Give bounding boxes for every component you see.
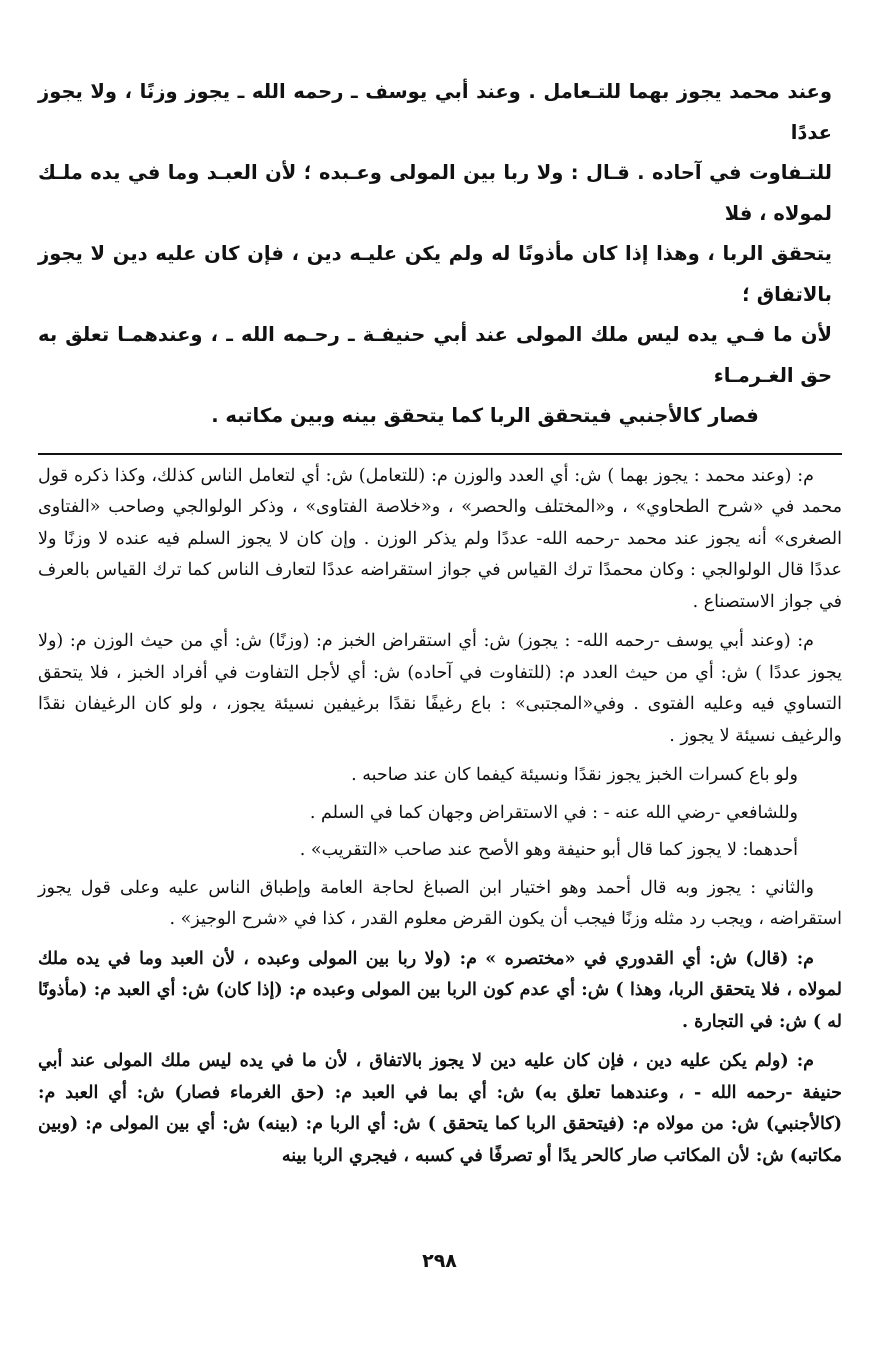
commentary-paragraph: م: (وعند محمد : يجوز بهما ) ش: أي العدد والوزن م: (للتعامل) ش: أي لتعامل الناس كذلك، وكذا ذكره قول محمد في «شرح الطحاوي» ، و«المختلف والحصر» ، و«خلاصة الفتاوى» ، وذكر الولوالجي وصاحب «الفتاوى الصغرى» أنه يجوز عند محمد -رحمه الله- عددًا ولم يذكر الوزن . وإن كان لا يجوز السلم فيه عنده لا وزنًا ولا عددًا قال الولوالجي : وكان محمدًا ترك القياس في جواز استقراضه عددًا لتعارف الناس كما ترك القياس بالعرف في جواز الاستصناع .: [38, 465, 842, 612]
section-divider: [38, 453, 842, 455]
commentary: [38, 461, 842, 1173]
page-number: ٢٩٨: [422, 1250, 457, 1272]
commentary-paragraph: والثاني : يجوز وبه قال أحمد وهو اختيار ابن الصباغ لحاجة العامة وإطباق الناس عليه وعلى قول يجوز استقراضه ، ويجب رد مثله وزنًا فيجب أن يكون القرض معلوم القدر ، كذا في «شرح الوجيز» .: [38, 877, 842, 929]
main-text-line: يتحقق الربا ، وهذا إذا كان مأذونًا له ولم يكن عليـه دين ، فإن كان عليه دين لا يجوز بالاتفاق ؛: [38, 242, 832, 306]
main-text-line: فصار كالأجنبي فيتحقق الربا كما يتحقق بينه وبين مكاتبه .: [211, 404, 759, 427]
commentary-paragraph: م: (قال) ش: أي القدوري في «مختصره » م: (ولا ربا بين المولى وعبده ، لأن العبد وما في يده ملك لمولاه ، فلا يتحقق الربا، وهذا ) ش: أي عدم كون الربا بين المولى وعبده م: (إذا كان) ش: أي العبد م: (مأذونًا له ) ش: في التجارة .: [38, 948, 842, 1032]
main-text-line: وعند محمد يجوز بهما للتـعامل . وعند أبي يوسف ـ رحمه الله ـ يجوز وزنًا ، ولا يجوز عددًا: [38, 80, 832, 144]
main-text-line: لأن ما فـي يده ليس ملك المولى عند أبي حنيفـة ـ رحـمه الله ـ ، وعندهمـا تعلق به حق الغـرمـاء: [38, 323, 832, 387]
commentary-paragraph: ولو باع كسرات الخبز يجوز نقدًا ونسيئة كيفما كان عند صاحبه .: [351, 765, 798, 785]
commentary-paragraph: أحدهما: لا يجوز كما قال أبو حنيفة وهو الأصح عند صاحب «التقريب» .: [299, 840, 798, 860]
main-text: [38, 72, 842, 437]
document-page: [38, 72, 842, 1362]
commentary-paragraph: م: (ولم يكن عليه دين ، فإن كان عليه دين لا يجوز بالاتفاق ، لأن ما في يده ليس ملك المولى عند أبي حنيفة -رحمه الله - ، وعندهما تعلق به) ش: أي بما في العبد م: (حق الغرماء فصار) ش: أي العبد م: (كالأجنبي) ش: من مولاه م: (فيتحقق الربا كما يتحقق ) ش: أي الربا م: (بينه) ش: أي بين المولى م: (وبين مكاتبه) ش: لأن المكاتب صار كالحر يدًا أو تصرفًا في كسبه ، فيجري الربا بينه: [38, 1051, 842, 1166]
commentary-paragraph: وللشافعي -رضي الله عنه - : في الاستقراض وجهان كما في السلم .: [309, 802, 798, 823]
main-text-line: للتـفاوت في آحاده . قـال : ولا ربا بين المولى وعـبده ؛ لأن العبـد وما في يده ملـك لمولاه ، فلا: [38, 161, 832, 225]
commentary-paragraph: م: (وعند أبي يوسف -رحمه الله- : يجوز) ش: أي استقراض الخبز م: (وزنًا) ش: أي من حيث الوزن م: (ولا يجوز عددًا ) ش: أي من حيث العدد م: (للتفاوت في آحاده) ش: أي لأجل التفاوت في أفراد الخبز ، فلا يتحقق التساوي فيه وعليه الفتوى . وفي«المجتبى» : باع رغيفًا نقدًا برغيفين نسيئة يجوز، ، ولو كان الرغيفان نقدًا والرغيف نسيئة لا يجوز .: [38, 631, 842, 746]
